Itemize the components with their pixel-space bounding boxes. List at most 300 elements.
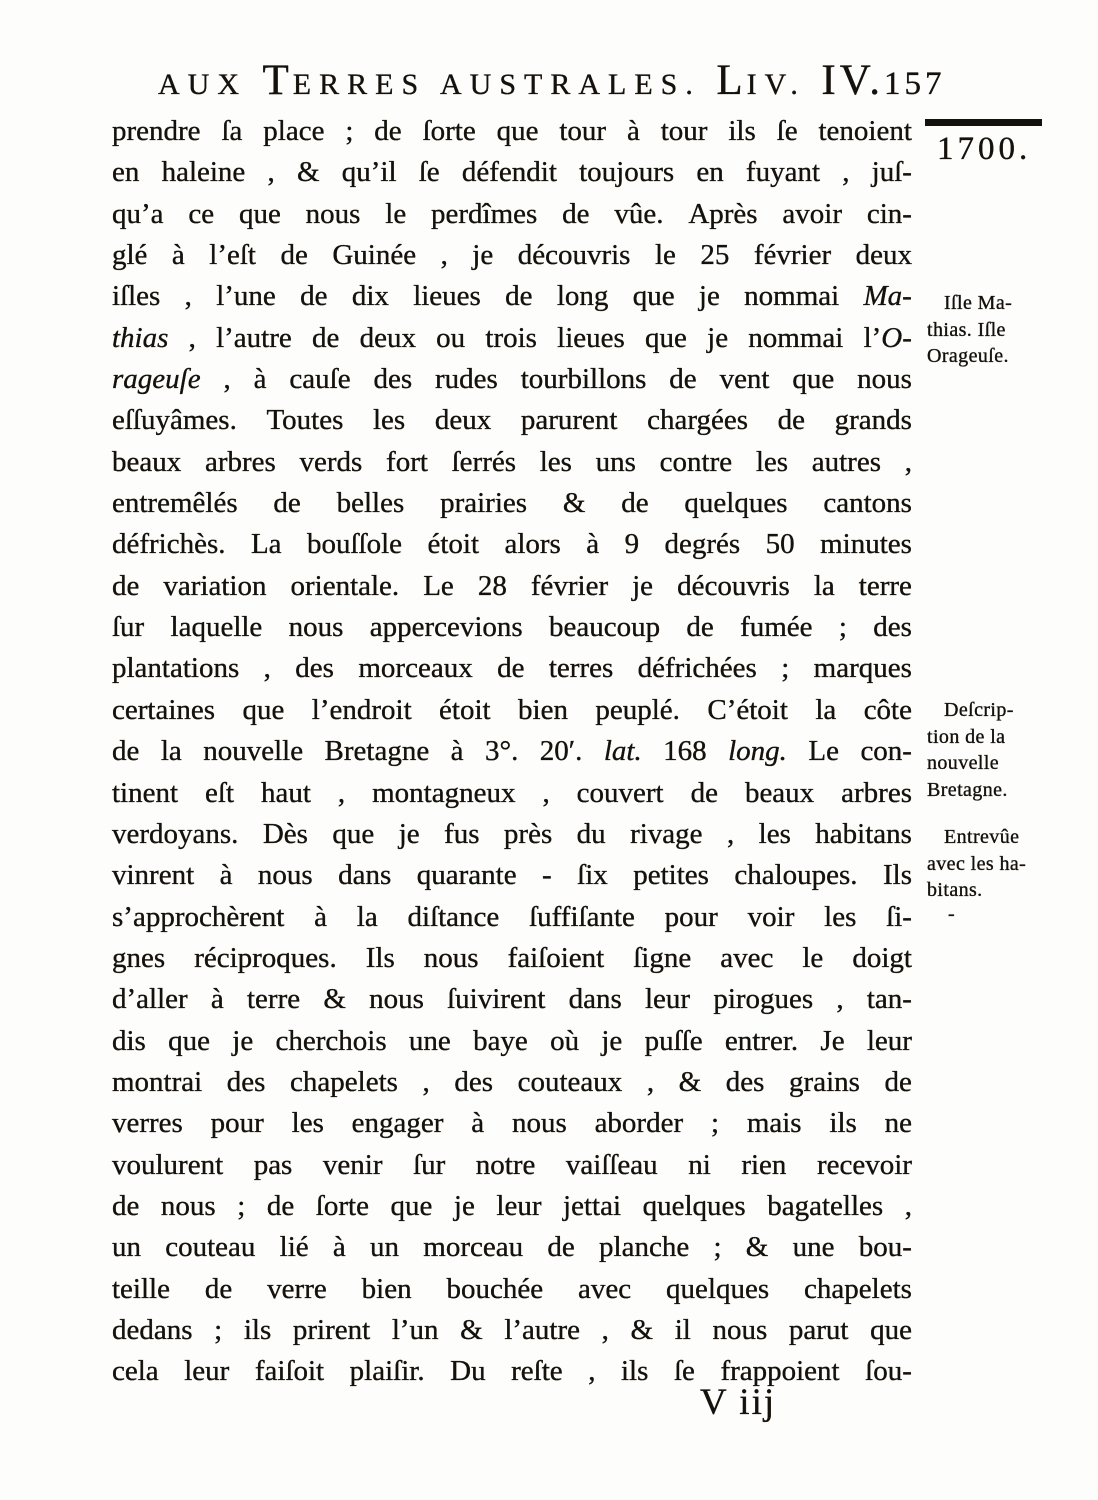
word: verdoyans. xyxy=(112,817,239,850)
word: pirogues xyxy=(713,983,814,1016)
word: verds xyxy=(299,445,363,478)
word: que xyxy=(390,1189,433,1222)
word: ; xyxy=(345,115,354,147)
word: de xyxy=(562,197,590,230)
word: couvert xyxy=(576,776,664,809)
word: les xyxy=(824,900,857,933)
word: eſſuyâmes. xyxy=(112,404,237,437)
word: je xyxy=(707,321,729,354)
word: Guinée xyxy=(332,239,417,272)
word: à xyxy=(450,735,464,768)
word: & xyxy=(630,1313,654,1346)
word: les xyxy=(539,445,572,478)
word: haleine xyxy=(161,156,246,189)
word: verres xyxy=(112,1107,183,1140)
word: orientale. xyxy=(290,569,400,602)
word: la xyxy=(356,900,378,933)
word: des xyxy=(725,1065,765,1098)
word: étoit xyxy=(439,693,491,726)
body-text-block xyxy=(112,111,912,1393)
word: , xyxy=(337,776,346,809)
word: terres xyxy=(548,652,614,685)
year-rule-divider xyxy=(925,119,1042,126)
word: le xyxy=(802,941,824,974)
word: , xyxy=(646,1065,655,1098)
word: l’autre xyxy=(504,1313,581,1346)
word: nous xyxy=(712,1313,768,1346)
word: rudes xyxy=(435,363,498,396)
word: du xyxy=(576,817,606,850)
word: découvris xyxy=(517,239,631,272)
word: laquelle xyxy=(170,611,263,644)
word: Du xyxy=(450,1355,486,1388)
word: défrichès. xyxy=(112,528,226,561)
word: Ils xyxy=(365,941,395,974)
word: quelques xyxy=(684,487,788,520)
margin-note-line: Iſle Ma- xyxy=(944,292,1013,314)
word: 25 xyxy=(700,239,730,272)
text-line xyxy=(112,1145,912,1186)
running-head xyxy=(112,56,946,105)
text-line xyxy=(112,359,912,400)
word: venir xyxy=(322,1148,383,1181)
page-number: 157 xyxy=(884,66,946,102)
word: les xyxy=(372,404,406,437)
word: de xyxy=(621,487,649,520)
word: que xyxy=(645,321,687,354)
word: à xyxy=(210,983,224,1016)
word: dix xyxy=(351,280,389,313)
word: ſe xyxy=(776,115,798,147)
word: la xyxy=(160,735,182,768)
word: lat. xyxy=(603,735,642,768)
word: où xyxy=(550,1024,580,1057)
word: leur xyxy=(496,1189,542,1222)
word: que xyxy=(870,1313,912,1346)
word: 50 xyxy=(765,528,795,561)
word: de xyxy=(311,321,340,354)
word: montrai xyxy=(112,1065,203,1098)
word: février xyxy=(530,569,609,602)
word: cauſe xyxy=(289,363,351,396)
word: & xyxy=(678,1065,702,1098)
word: ; xyxy=(214,1313,223,1346)
word: ils xyxy=(243,1313,272,1346)
margin-note-entrevue-habitans xyxy=(927,824,1087,904)
word: autres xyxy=(811,445,881,478)
word: alors xyxy=(504,528,561,561)
word: de xyxy=(690,776,718,809)
word: ; xyxy=(237,1189,246,1222)
word: que xyxy=(238,197,281,230)
word: que xyxy=(242,693,285,726)
word: réciproques. xyxy=(194,941,337,974)
margin-note-line: bitans. xyxy=(927,879,983,901)
word: l’un xyxy=(391,1313,439,1346)
word: arbres xyxy=(204,445,276,478)
word: prirent xyxy=(292,1313,371,1346)
word: fus xyxy=(444,817,480,850)
word: recevoir xyxy=(816,1148,912,1181)
word: con- xyxy=(860,735,912,768)
margin-note-isle-mathias-orageuse xyxy=(927,290,1087,370)
word: d’aller xyxy=(112,983,188,1016)
word: que xyxy=(496,115,539,147)
word: je xyxy=(453,1189,475,1222)
word: le xyxy=(654,239,676,272)
text-line xyxy=(112,1310,912,1351)
word: entrer. xyxy=(724,1024,799,1057)
word: petites xyxy=(633,859,709,892)
word: je xyxy=(698,280,720,313)
word: dedans xyxy=(112,1313,193,1346)
word: pas xyxy=(253,1148,293,1181)
word: vinrent xyxy=(112,859,195,892)
word: , xyxy=(842,156,850,189)
word: , xyxy=(223,363,231,396)
word: fumée xyxy=(740,611,813,644)
word: 9 xyxy=(624,528,640,561)
word: rivage xyxy=(630,817,703,850)
word: les xyxy=(758,817,791,850)
word: toujours xyxy=(579,156,675,189)
word: leur xyxy=(184,1355,230,1388)
word: morceau xyxy=(423,1231,524,1264)
text-line xyxy=(112,111,912,152)
word: ſix xyxy=(577,859,608,892)
word: ſur xyxy=(112,611,145,644)
word: ce xyxy=(188,197,215,230)
word: Le xyxy=(808,735,839,768)
word: ſur xyxy=(413,1148,446,1181)
word: C’étoit xyxy=(707,693,788,726)
word: peuplé. xyxy=(595,693,680,726)
margin-stray-mark: - xyxy=(948,903,955,925)
text-line xyxy=(112,152,912,193)
word: bouchée xyxy=(446,1272,544,1305)
word: découvris xyxy=(677,569,790,602)
text-line xyxy=(112,483,912,524)
word: doigt xyxy=(852,941,912,974)
word: de xyxy=(686,611,714,644)
word: à xyxy=(626,115,640,147)
text-line xyxy=(112,524,912,565)
word: plantations xyxy=(112,652,240,685)
word: , xyxy=(188,321,196,354)
word: terre xyxy=(858,569,912,602)
margin-note-line: Bretagne. xyxy=(927,778,1008,801)
text-line xyxy=(112,814,912,855)
text-line xyxy=(112,855,912,896)
word: quelques xyxy=(642,1189,746,1222)
word: nous xyxy=(257,859,313,892)
running-title-part: L xyxy=(716,57,747,104)
word: à xyxy=(332,1231,346,1264)
word: couteau xyxy=(165,1231,256,1264)
word: bien xyxy=(518,693,568,726)
word: plaiſir. xyxy=(349,1355,425,1388)
word: l’une xyxy=(216,280,276,313)
margin-note-line: Deſcrip- xyxy=(944,699,1014,721)
word: lié xyxy=(279,1231,309,1264)
word: à xyxy=(171,239,185,272)
word: - xyxy=(542,859,552,892)
word: ; xyxy=(713,1231,722,1264)
word: entremêlés xyxy=(112,487,238,520)
word: arbres xyxy=(841,776,912,809)
word: Toutes xyxy=(266,404,344,437)
word: à xyxy=(471,1107,485,1140)
running-title-part: T xyxy=(262,57,293,104)
word: Ils xyxy=(883,859,912,892)
word: , xyxy=(601,1313,609,1346)
word: de xyxy=(280,239,308,272)
word: voir xyxy=(747,900,795,933)
word: minutes xyxy=(820,528,912,561)
word: chaloupes. xyxy=(734,859,858,892)
margin-note-line: avec les ha- xyxy=(927,852,1027,875)
word: une xyxy=(792,1231,835,1264)
text-line xyxy=(112,1021,912,1062)
word: de xyxy=(884,1065,912,1098)
word: ils xyxy=(621,1355,649,1388)
word: appercevions xyxy=(369,611,523,644)
word: 3°. xyxy=(484,735,519,768)
word: de xyxy=(300,280,328,313)
word: la xyxy=(813,569,835,602)
text-line xyxy=(112,318,912,359)
word: , xyxy=(267,156,275,189)
word: reſte xyxy=(511,1355,563,1388)
word: février xyxy=(753,239,832,272)
word: uns xyxy=(595,445,636,478)
word: nous xyxy=(423,941,479,974)
word: nous xyxy=(160,1189,216,1222)
word: 28 xyxy=(477,569,507,602)
running-title-part: AUX xyxy=(158,68,263,101)
word: La xyxy=(250,528,282,561)
word: près xyxy=(503,817,553,850)
word: des xyxy=(454,1065,493,1098)
word: les xyxy=(755,445,789,478)
word: cin- xyxy=(866,197,912,230)
text-line xyxy=(112,400,912,441)
word: glé xyxy=(112,239,148,272)
word: couteaux xyxy=(517,1065,623,1098)
word: ou xyxy=(436,321,466,354)
word: les xyxy=(291,1107,324,1140)
word: que xyxy=(632,280,675,313)
running-title xyxy=(112,56,884,105)
word: beaux xyxy=(112,445,182,478)
word: défendit xyxy=(461,156,557,189)
word: ſorte xyxy=(315,1189,369,1222)
word: de xyxy=(273,487,301,520)
word: étoit xyxy=(427,528,480,561)
word: des xyxy=(226,1065,266,1098)
word: ils xyxy=(728,115,756,147)
text-line xyxy=(112,1227,912,1268)
word: côte xyxy=(863,693,912,726)
word: prendre xyxy=(112,115,201,147)
word: de xyxy=(497,652,525,685)
word: je xyxy=(472,239,494,272)
word: il xyxy=(674,1313,691,1346)
word: ſa xyxy=(221,115,243,147)
margin-note-line: thias. Iſle xyxy=(927,318,1006,341)
word: , xyxy=(588,1355,596,1388)
word: tan- xyxy=(866,983,912,1016)
word: parurent xyxy=(520,404,618,437)
word: de xyxy=(112,569,140,602)
word: ; xyxy=(838,611,847,644)
word: gnes xyxy=(112,941,166,974)
word: à xyxy=(253,363,267,396)
word: ſi- xyxy=(886,900,912,933)
word: 168 xyxy=(663,735,707,768)
word: Le xyxy=(423,569,454,602)
word: chargées xyxy=(647,404,748,437)
text-line xyxy=(112,566,912,607)
word: de xyxy=(266,1189,295,1222)
word: l’O- xyxy=(863,321,912,354)
word: deux xyxy=(359,321,416,354)
word: Ma- xyxy=(863,280,912,313)
running-title-part: IV. xyxy=(821,57,885,104)
word: de xyxy=(204,1272,233,1305)
word: montagneux xyxy=(372,776,516,809)
word: eſt xyxy=(205,776,235,809)
word: ni xyxy=(688,1148,711,1181)
word: nous xyxy=(511,1107,567,1140)
word: habitans xyxy=(815,817,912,850)
word: , xyxy=(836,983,844,1016)
word: ſerrés xyxy=(451,445,517,478)
word: puſſe xyxy=(644,1024,703,1057)
word: dans xyxy=(568,983,622,1016)
word: ; xyxy=(781,652,790,685)
text-line xyxy=(112,1062,912,1103)
word: ſigne xyxy=(633,941,692,974)
text-line xyxy=(112,1351,912,1392)
word: ſou- xyxy=(865,1355,912,1388)
word: en xyxy=(696,156,724,189)
word: certaines xyxy=(112,693,216,726)
word: , xyxy=(422,1065,430,1098)
word: lieues xyxy=(557,321,625,354)
text-line xyxy=(112,1103,912,1144)
word: mais xyxy=(746,1107,802,1140)
word: & xyxy=(323,983,346,1016)
word: trois xyxy=(485,321,537,354)
text-line xyxy=(112,235,912,276)
word: de xyxy=(505,280,533,313)
text-line xyxy=(112,648,912,689)
word: des xyxy=(873,611,912,644)
word: cantons xyxy=(823,487,912,520)
word: faiſoient xyxy=(507,941,605,974)
word: l’eſt xyxy=(209,239,256,272)
word: rageuſe xyxy=(112,363,201,396)
word: que xyxy=(792,363,835,396)
word: beaucoup xyxy=(549,611,661,644)
word: l’autre xyxy=(216,321,292,354)
word: , xyxy=(263,652,271,685)
word: en xyxy=(112,156,140,189)
word: chapelets xyxy=(804,1272,912,1305)
word: à xyxy=(586,528,600,561)
text-line xyxy=(112,773,912,814)
word: prairies xyxy=(440,487,528,520)
word: rien xyxy=(741,1148,787,1181)
text-line xyxy=(112,607,912,648)
word: nommai xyxy=(744,280,840,313)
running-title-part: AUSTRALES. xyxy=(439,68,717,101)
word: tour xyxy=(660,115,708,147)
word: parut xyxy=(788,1313,849,1346)
word: frappoient xyxy=(720,1355,840,1388)
word: variation xyxy=(163,569,267,602)
running-title-part: IV. xyxy=(746,68,822,101)
word: grands xyxy=(834,404,912,437)
word: aborder xyxy=(594,1107,684,1140)
word: ils xyxy=(829,1107,857,1140)
word: degrés xyxy=(664,528,741,561)
text-line xyxy=(112,1269,912,1310)
word: grains xyxy=(789,1065,860,1098)
word: bou- xyxy=(858,1231,912,1264)
word: long xyxy=(556,280,609,313)
word: place xyxy=(263,115,325,147)
word: , xyxy=(904,445,912,478)
word: je xyxy=(398,817,420,850)
word: vaiſſeau xyxy=(565,1148,658,1181)
word: un xyxy=(112,1231,141,1264)
word: dis xyxy=(112,1024,146,1057)
running-title-part: ERRES xyxy=(292,68,440,101)
word: nous xyxy=(305,197,361,230)
word: nouvelle xyxy=(203,735,304,768)
word: je xyxy=(601,1024,623,1057)
word: nous xyxy=(288,611,344,644)
word: des xyxy=(295,652,334,685)
word: des xyxy=(373,363,413,396)
word: ſuffiſante xyxy=(529,900,635,933)
word: deux xyxy=(855,239,912,272)
word: , xyxy=(542,776,550,809)
word: & xyxy=(745,1231,769,1264)
margin-note-line: nouvelle xyxy=(927,752,1000,774)
word: quelques xyxy=(666,1272,770,1305)
word: ſuivirent xyxy=(447,983,546,1016)
word: qu’il xyxy=(341,156,397,189)
word: marques xyxy=(813,652,912,685)
word: tinent xyxy=(112,776,179,809)
word: à xyxy=(219,859,233,892)
word: , xyxy=(726,817,735,850)
word: que xyxy=(332,817,375,850)
word: chapelets xyxy=(290,1065,398,1098)
word: tour xyxy=(559,115,607,147)
word: avec xyxy=(720,941,774,974)
word: Je xyxy=(820,1024,845,1057)
word: leur xyxy=(866,1024,912,1057)
word: cherchois xyxy=(275,1024,387,1057)
word: de xyxy=(374,115,402,147)
word: s’approchèrent xyxy=(112,900,285,933)
word: ſe xyxy=(673,1355,695,1388)
word: bagatelles xyxy=(767,1189,884,1222)
